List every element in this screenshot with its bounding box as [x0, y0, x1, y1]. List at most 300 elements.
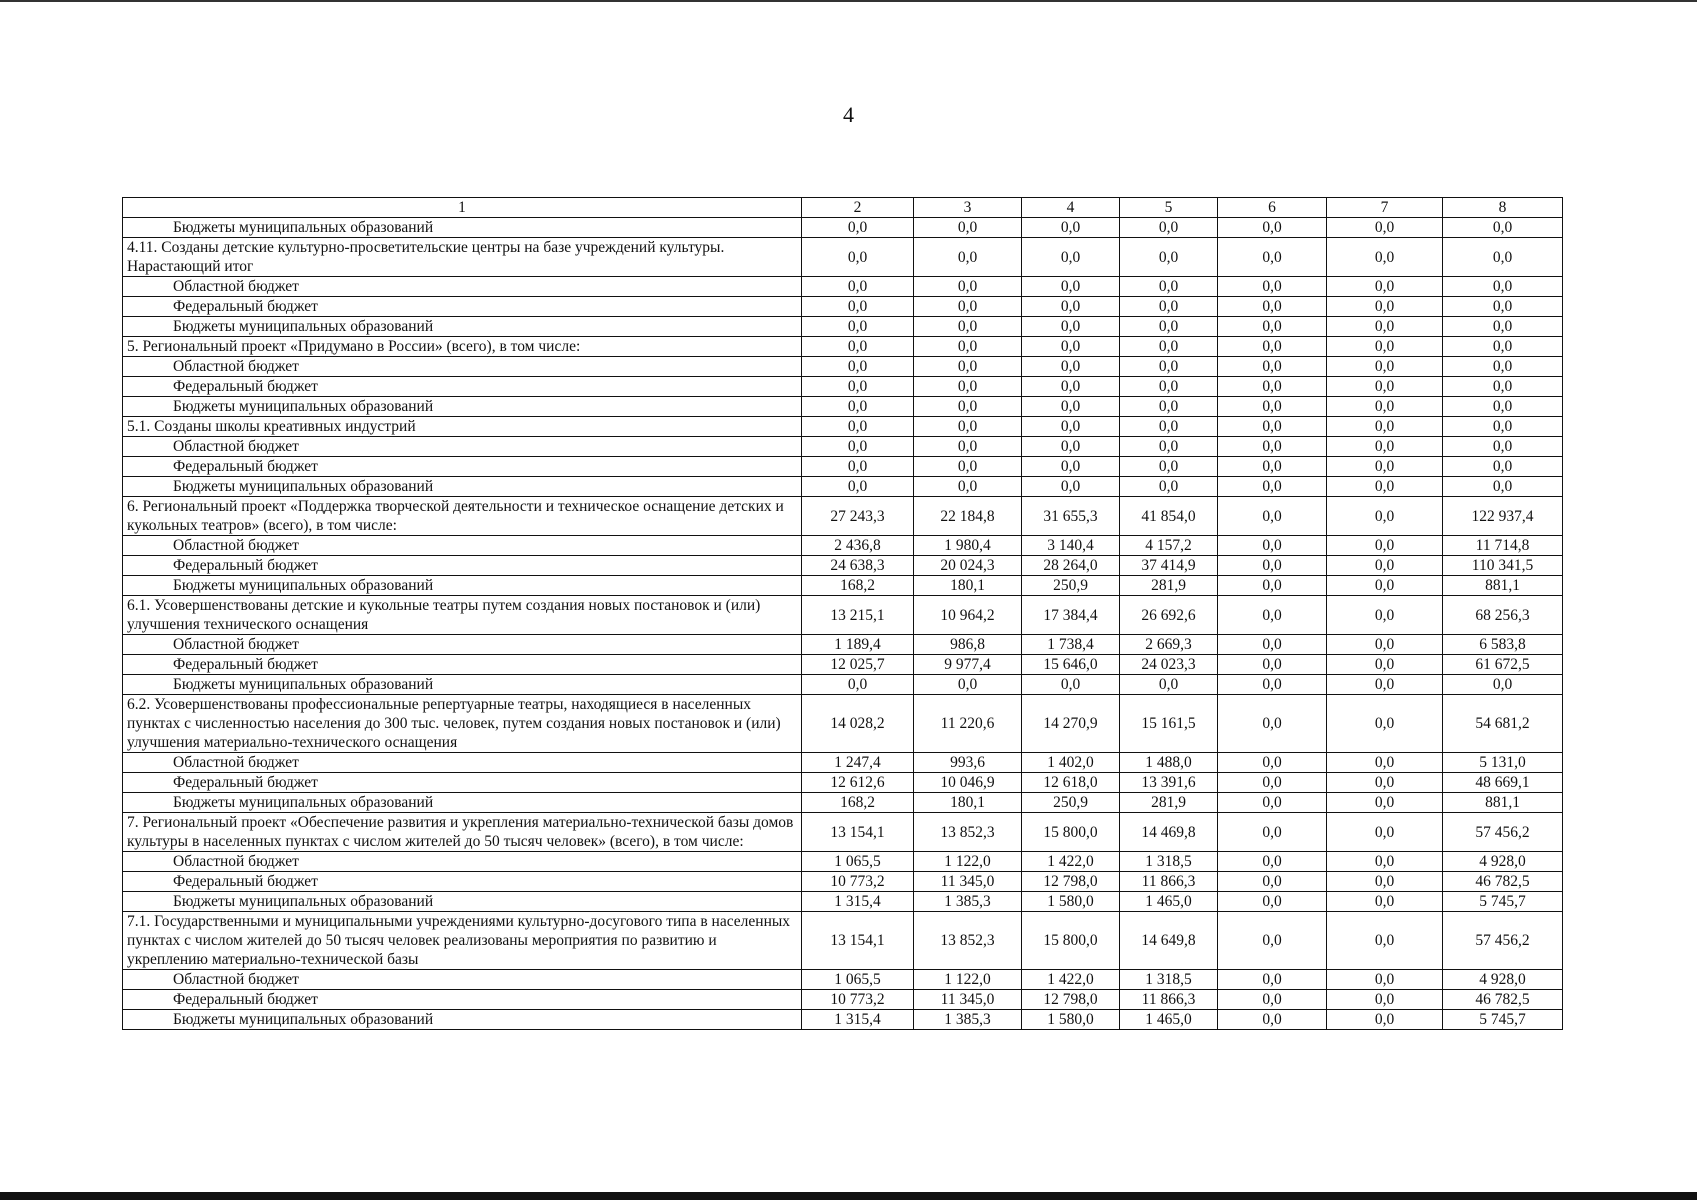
- table-row: [123, 892, 1563, 912]
- value-cell-col3: 0,0: [914, 437, 1022, 457]
- value-cell-col6: 0,0: [1218, 457, 1327, 477]
- value-cell-col8: 46 782,5: [1443, 990, 1563, 1010]
- value-cell-col6: 0,0: [1218, 970, 1327, 990]
- value-cell-col3: 0,0: [914, 357, 1022, 377]
- header-row: [123, 198, 1563, 218]
- table-row: [123, 596, 1563, 635]
- budget-source-label: Федеральный бюджет: [123, 556, 802, 576]
- value-cell-col8: 5 745,7: [1443, 892, 1563, 912]
- table-row: [123, 970, 1563, 990]
- value-cell-col7: 0,0: [1327, 675, 1443, 695]
- value-cell-col5: 0,0: [1120, 337, 1218, 357]
- value-cell-col4: 250,9: [1022, 793, 1120, 813]
- value-cell-col5: 0,0: [1120, 357, 1218, 377]
- value-cell-col7: 0,0: [1327, 536, 1443, 556]
- value-cell-col7: 0,0: [1327, 753, 1443, 773]
- value-cell-col6: 0,0: [1218, 635, 1327, 655]
- scan-bottom-edge: [0, 1192, 1697, 1200]
- value-cell-col2: 2 436,8: [802, 536, 914, 556]
- value-cell-col4: 1 422,0: [1022, 852, 1120, 872]
- value-cell-col2: 0,0: [802, 218, 914, 238]
- table-row: [123, 277, 1563, 297]
- value-cell-col8: 0,0: [1443, 457, 1563, 477]
- value-cell-col6: 0,0: [1218, 437, 1327, 457]
- value-cell-col4: 1 580,0: [1022, 892, 1120, 912]
- value-cell-col8: 54 681,2: [1443, 695, 1563, 753]
- value-cell-col6: 0,0: [1218, 596, 1327, 635]
- value-cell-col6: 0,0: [1218, 377, 1327, 397]
- value-cell-col3: 9 977,4: [914, 655, 1022, 675]
- table-row: [123, 417, 1563, 437]
- value-cell-col4: 0,0: [1022, 377, 1120, 397]
- value-cell-col8: 5 745,7: [1443, 1010, 1563, 1030]
- column-header: 4: [1022, 198, 1120, 218]
- table-row: [123, 1010, 1563, 1030]
- table-row: [123, 852, 1563, 872]
- budget-source-label: Бюджеты муниципальных образований: [123, 576, 802, 596]
- value-cell-col8: 0,0: [1443, 377, 1563, 397]
- value-cell-col2: 0,0: [802, 675, 914, 695]
- budget-table-container: [122, 197, 1562, 1030]
- value-cell-col2: 0,0: [802, 457, 914, 477]
- value-cell-col3: 0,0: [914, 297, 1022, 317]
- value-cell-col6: 0,0: [1218, 417, 1327, 437]
- value-cell-col8: 68 256,3: [1443, 596, 1563, 635]
- value-cell-col2: 0,0: [802, 377, 914, 397]
- value-cell-col4: 0,0: [1022, 277, 1120, 297]
- value-cell-col7: 0,0: [1327, 596, 1443, 635]
- value-cell-col7: 0,0: [1327, 655, 1443, 675]
- value-cell-col8: 48 669,1: [1443, 773, 1563, 793]
- value-cell-col2: 1 065,5: [802, 970, 914, 990]
- value-cell-col5: 0,0: [1120, 218, 1218, 238]
- value-cell-col6: 0,0: [1218, 852, 1327, 872]
- table-row: [123, 457, 1563, 477]
- value-cell-col5: 281,9: [1120, 576, 1218, 596]
- item-label: 6.1. Усовершенствованы детские и кукольные театры путем создания новых постановок и (или) улучшения технического оснащения: [123, 596, 802, 635]
- value-cell-col8: 6 583,8: [1443, 635, 1563, 655]
- value-cell-col7: 0,0: [1327, 437, 1443, 457]
- value-cell-col3: 180,1: [914, 576, 1022, 596]
- value-cell-col7: 0,0: [1327, 457, 1443, 477]
- value-cell-col4: 12 618,0: [1022, 773, 1120, 793]
- value-cell-col5: 11 866,3: [1120, 872, 1218, 892]
- table-row: [123, 872, 1563, 892]
- value-cell-col5: 4 157,2: [1120, 536, 1218, 556]
- value-cell-col2: 1 065,5: [802, 852, 914, 872]
- value-cell-col2: 168,2: [802, 793, 914, 813]
- value-cell-col2: 168,2: [802, 576, 914, 596]
- value-cell-col5: 24 023,3: [1120, 655, 1218, 675]
- value-cell-col8: 0,0: [1443, 357, 1563, 377]
- value-cell-col3: 0,0: [914, 675, 1022, 695]
- value-cell-col8: 57 456,2: [1443, 912, 1563, 970]
- value-cell-col6: 0,0: [1218, 675, 1327, 695]
- value-cell-col3: 11 345,0: [914, 872, 1022, 892]
- table-row: [123, 753, 1563, 773]
- value-cell-col4: 0,0: [1022, 457, 1120, 477]
- value-cell-col3: 0,0: [914, 477, 1022, 497]
- value-cell-col3: 0,0: [914, 457, 1022, 477]
- value-cell-col6: 0,0: [1218, 813, 1327, 852]
- value-cell-col4: 15 800,0: [1022, 912, 1120, 970]
- budget-source-label: Областной бюджет: [123, 635, 802, 655]
- value-cell-col3: 10 046,9: [914, 773, 1022, 793]
- value-cell-col4: 0,0: [1022, 218, 1120, 238]
- column-header: 2: [802, 198, 914, 218]
- value-cell-col7: 0,0: [1327, 317, 1443, 337]
- value-cell-col6: 0,0: [1218, 497, 1327, 536]
- value-cell-col5: 13 391,6: [1120, 773, 1218, 793]
- scan-top-edge: [0, 0, 1697, 2]
- value-cell-col2: 10 773,2: [802, 872, 914, 892]
- value-cell-col3: 0,0: [914, 218, 1022, 238]
- value-cell-col2: 0,0: [802, 437, 914, 457]
- value-cell-col6: 0,0: [1218, 773, 1327, 793]
- table-row: [123, 990, 1563, 1010]
- value-cell-col2: 0,0: [802, 277, 914, 297]
- value-cell-col5: 0,0: [1120, 457, 1218, 477]
- value-cell-col7: 0,0: [1327, 556, 1443, 576]
- value-cell-col4: 0,0: [1022, 238, 1120, 277]
- value-cell-col2: 13 154,1: [802, 813, 914, 852]
- value-cell-col5: 0,0: [1120, 477, 1218, 497]
- value-cell-col5: 11 866,3: [1120, 990, 1218, 1010]
- budget-source-label: Бюджеты муниципальных образований: [123, 1010, 802, 1030]
- budget-table: [122, 197, 1563, 1030]
- value-cell-col3: 0,0: [914, 317, 1022, 337]
- budget-source-label: Областной бюджет: [123, 437, 802, 457]
- value-cell-col5: 0,0: [1120, 317, 1218, 337]
- value-cell-col5: 0,0: [1120, 377, 1218, 397]
- value-cell-col3: 1 122,0: [914, 852, 1022, 872]
- value-cell-col4: 0,0: [1022, 337, 1120, 357]
- value-cell-col5: 14 469,8: [1120, 813, 1218, 852]
- value-cell-col2: 24 638,3: [802, 556, 914, 576]
- value-cell-col2: 0,0: [802, 397, 914, 417]
- value-cell-col7: 0,0: [1327, 277, 1443, 297]
- value-cell-col5: 15 161,5: [1120, 695, 1218, 753]
- value-cell-col4: 1 402,0: [1022, 753, 1120, 773]
- value-cell-col4: 0,0: [1022, 477, 1120, 497]
- value-cell-col5: 0,0: [1120, 277, 1218, 297]
- table-row: [123, 357, 1563, 377]
- budget-source-label: Бюджеты муниципальных образований: [123, 675, 802, 695]
- table-row: [123, 238, 1563, 277]
- budget-source-label: Областной бюджет: [123, 277, 802, 297]
- value-cell-col3: 1 980,4: [914, 536, 1022, 556]
- table-row: [123, 912, 1563, 970]
- value-cell-col2: 10 773,2: [802, 990, 914, 1010]
- table-row: [123, 576, 1563, 596]
- value-cell-col6: 0,0: [1218, 576, 1327, 596]
- value-cell-col3: 0,0: [914, 377, 1022, 397]
- value-cell-col3: 0,0: [914, 238, 1022, 277]
- value-cell-col5: 0,0: [1120, 675, 1218, 695]
- table-body: [123, 218, 1563, 1030]
- value-cell-col4: 1 422,0: [1022, 970, 1120, 990]
- value-cell-col7: 0,0: [1327, 773, 1443, 793]
- budget-source-label: Областной бюджет: [123, 357, 802, 377]
- value-cell-col8: 881,1: [1443, 793, 1563, 813]
- value-cell-col7: 0,0: [1327, 892, 1443, 912]
- value-cell-col6: 0,0: [1218, 695, 1327, 753]
- value-cell-col7: 0,0: [1327, 397, 1443, 417]
- table-row: [123, 497, 1563, 536]
- value-cell-col2: 14 028,2: [802, 695, 914, 753]
- value-cell-col6: 0,0: [1218, 556, 1327, 576]
- value-cell-col6: 0,0: [1218, 655, 1327, 675]
- value-cell-col4: 1 580,0: [1022, 1010, 1120, 1030]
- value-cell-col8: 0,0: [1443, 437, 1563, 457]
- value-cell-col5: 0,0: [1120, 297, 1218, 317]
- value-cell-col3: 180,1: [914, 793, 1022, 813]
- table-row: [123, 635, 1563, 655]
- value-cell-col8: 46 782,5: [1443, 872, 1563, 892]
- column-header: 7: [1327, 198, 1443, 218]
- budget-source-label: Бюджеты муниципальных образований: [123, 793, 802, 813]
- value-cell-col4: 0,0: [1022, 297, 1120, 317]
- value-cell-col5: 0,0: [1120, 397, 1218, 417]
- value-cell-col5: 41 854,0: [1120, 497, 1218, 536]
- value-cell-col6: 0,0: [1218, 477, 1327, 497]
- item-label: 6. Региональный проект «Поддержка творческой деятельности и техническое оснащение детских и кукольных театров» (всего), в том числе:: [123, 497, 802, 536]
- item-label: 6.2. Усовершенствованы профессиональные репертуарные театры, находящиеся в населенных пунктах с численностью населения до 300 тыс. человек, путем создания новых постановок и (или) улучшения материально-технического оснащения: [123, 695, 802, 753]
- value-cell-col4: 12 798,0: [1022, 990, 1120, 1010]
- value-cell-col7: 0,0: [1327, 1010, 1443, 1030]
- value-cell-col3: 10 964,2: [914, 596, 1022, 635]
- value-cell-col7: 0,0: [1327, 695, 1443, 753]
- budget-source-label: Бюджеты муниципальных образований: [123, 477, 802, 497]
- item-label: 7.1. Государственными и муниципальными учреждениями культурно-досугового типа в населенных пунктах с числом жителей до 50 тысяч человек реализованы мероприятия по развитию и укреплению материально-технической базы: [123, 912, 802, 970]
- budget-source-label: Федеральный бюджет: [123, 773, 802, 793]
- value-cell-col3: 22 184,8: [914, 497, 1022, 536]
- value-cell-col8: 0,0: [1443, 277, 1563, 297]
- value-cell-col7: 0,0: [1327, 635, 1443, 655]
- table-row: [123, 793, 1563, 813]
- value-cell-col6: 0,0: [1218, 872, 1327, 892]
- value-cell-col8: 122 937,4: [1443, 497, 1563, 536]
- value-cell-col7: 0,0: [1327, 238, 1443, 277]
- value-cell-col4: 0,0: [1022, 437, 1120, 457]
- value-cell-col7: 0,0: [1327, 970, 1443, 990]
- value-cell-col6: 0,0: [1218, 990, 1327, 1010]
- value-cell-col4: 31 655,3: [1022, 497, 1120, 536]
- value-cell-col2: 13 154,1: [802, 912, 914, 970]
- value-cell-col3: 13 852,3: [914, 912, 1022, 970]
- column-header: 3: [914, 198, 1022, 218]
- value-cell-col6: 0,0: [1218, 297, 1327, 317]
- value-cell-col4: 0,0: [1022, 675, 1120, 695]
- value-cell-col3: 0,0: [914, 417, 1022, 437]
- table-row: [123, 218, 1563, 238]
- value-cell-col2: 0,0: [802, 238, 914, 277]
- value-cell-col4: 250,9: [1022, 576, 1120, 596]
- value-cell-col7: 0,0: [1327, 377, 1443, 397]
- value-cell-col5: 0,0: [1120, 417, 1218, 437]
- value-cell-col7: 0,0: [1327, 337, 1443, 357]
- budget-source-label: Федеральный бюджет: [123, 872, 802, 892]
- table-row: [123, 813, 1563, 852]
- budget-source-label: Федеральный бюджет: [123, 655, 802, 675]
- budget-source-label: Областной бюджет: [123, 970, 802, 990]
- value-cell-col3: 11 345,0: [914, 990, 1022, 1010]
- value-cell-col3: 0,0: [914, 337, 1022, 357]
- value-cell-col4: 15 800,0: [1022, 813, 1120, 852]
- value-cell-col7: 0,0: [1327, 477, 1443, 497]
- table-row: [123, 397, 1563, 417]
- value-cell-col8: 110 341,5: [1443, 556, 1563, 576]
- value-cell-col8: 0,0: [1443, 317, 1563, 337]
- value-cell-col7: 0,0: [1327, 218, 1443, 238]
- value-cell-col3: 986,8: [914, 635, 1022, 655]
- value-cell-col8: 0,0: [1443, 337, 1563, 357]
- value-cell-col8: 57 456,2: [1443, 813, 1563, 852]
- value-cell-col2: 1 189,4: [802, 635, 914, 655]
- value-cell-col3: 0,0: [914, 277, 1022, 297]
- item-label: 5.1. Созданы школы креативных индустрий: [123, 417, 802, 437]
- budget-source-label: Федеральный бюджет: [123, 297, 802, 317]
- value-cell-col6: 0,0: [1218, 793, 1327, 813]
- value-cell-col4: 1 738,4: [1022, 635, 1120, 655]
- table-row: [123, 655, 1563, 675]
- item-label: 7. Региональный проект «Обеспечение развития и укрепления материально-технической базы домов культуры в населенных пунктах с числом жителей до 50 тысяч человек» (всего), в том числе:: [123, 813, 802, 852]
- table-row: [123, 297, 1563, 317]
- column-header: 8: [1443, 198, 1563, 218]
- value-cell-col3: 993,6: [914, 753, 1022, 773]
- value-cell-col3: 1 385,3: [914, 892, 1022, 912]
- value-cell-col3: 1 385,3: [914, 1010, 1022, 1030]
- value-cell-col4: 12 798,0: [1022, 872, 1120, 892]
- value-cell-col8: 0,0: [1443, 297, 1563, 317]
- value-cell-col5: 1 488,0: [1120, 753, 1218, 773]
- budget-source-label: Областной бюджет: [123, 753, 802, 773]
- value-cell-col2: 12 025,7: [802, 655, 914, 675]
- budget-source-label: Областной бюджет: [123, 852, 802, 872]
- value-cell-col3: 20 024,3: [914, 556, 1022, 576]
- value-cell-col5: 0,0: [1120, 238, 1218, 277]
- item-label: 4.11. Созданы детские культурно-просветительские центры на базе учреждений культуры. Нарастающий итог: [123, 238, 802, 277]
- value-cell-col7: 0,0: [1327, 813, 1443, 852]
- value-cell-col6: 0,0: [1218, 912, 1327, 970]
- value-cell-col2: 1 315,4: [802, 1010, 914, 1030]
- item-label: 5. Региональный проект «Придумано в России» (всего), в том числе:: [123, 337, 802, 357]
- value-cell-col8: 4 928,0: [1443, 970, 1563, 990]
- table-row: [123, 337, 1563, 357]
- value-cell-col5: 1 465,0: [1120, 1010, 1218, 1030]
- value-cell-col6: 0,0: [1218, 892, 1327, 912]
- value-cell-col5: 1 465,0: [1120, 892, 1218, 912]
- value-cell-col4: 15 646,0: [1022, 655, 1120, 675]
- value-cell-col2: 0,0: [802, 297, 914, 317]
- budget-source-label: Федеральный бюджет: [123, 990, 802, 1010]
- column-header: 6: [1218, 198, 1327, 218]
- value-cell-col8: 881,1: [1443, 576, 1563, 596]
- value-cell-col4: 0,0: [1022, 417, 1120, 437]
- table-row: [123, 437, 1563, 457]
- value-cell-col6: 0,0: [1218, 397, 1327, 417]
- value-cell-col2: 0,0: [802, 417, 914, 437]
- value-cell-col3: 11 220,6: [914, 695, 1022, 753]
- value-cell-col4: 17 384,4: [1022, 596, 1120, 635]
- value-cell-col8: 0,0: [1443, 397, 1563, 417]
- value-cell-col7: 0,0: [1327, 576, 1443, 596]
- table-row: [123, 556, 1563, 576]
- value-cell-col7: 0,0: [1327, 852, 1443, 872]
- table-row: [123, 377, 1563, 397]
- value-cell-col8: 11 714,8: [1443, 536, 1563, 556]
- value-cell-col5: 26 692,6: [1120, 596, 1218, 635]
- budget-source-label: Бюджеты муниципальных образований: [123, 397, 802, 417]
- value-cell-col5: 281,9: [1120, 793, 1218, 813]
- page-number: 4: [843, 102, 854, 127]
- value-cell-col3: 1 122,0: [914, 970, 1022, 990]
- value-cell-col5: 1 318,5: [1120, 970, 1218, 990]
- value-cell-col2: 1 247,4: [802, 753, 914, 773]
- value-cell-col2: 1 315,4: [802, 892, 914, 912]
- value-cell-col6: 0,0: [1218, 753, 1327, 773]
- value-cell-col8: 0,0: [1443, 477, 1563, 497]
- value-cell-col8: 5 131,0: [1443, 753, 1563, 773]
- value-cell-col2: 12 612,6: [802, 773, 914, 793]
- value-cell-col2: 0,0: [802, 337, 914, 357]
- value-cell-col6: 0,0: [1218, 277, 1327, 297]
- value-cell-col4: 0,0: [1022, 317, 1120, 337]
- table-row: [123, 477, 1563, 497]
- value-cell-col5: 1 318,5: [1120, 852, 1218, 872]
- value-cell-col6: 0,0: [1218, 536, 1327, 556]
- table-row: [123, 773, 1563, 793]
- value-cell-col8: 0,0: [1443, 238, 1563, 277]
- table-row: [123, 695, 1563, 753]
- budget-source-label: Бюджеты муниципальных образований: [123, 218, 802, 238]
- budget-source-label: Федеральный бюджет: [123, 377, 802, 397]
- value-cell-col7: 0,0: [1327, 297, 1443, 317]
- value-cell-col5: 14 649,8: [1120, 912, 1218, 970]
- budget-source-label: Федеральный бюджет: [123, 457, 802, 477]
- value-cell-col4: 0,0: [1022, 397, 1120, 417]
- value-cell-col6: 0,0: [1218, 317, 1327, 337]
- value-cell-col4: 14 270,9: [1022, 695, 1120, 753]
- value-cell-col7: 0,0: [1327, 872, 1443, 892]
- value-cell-col5: 0,0: [1120, 437, 1218, 457]
- value-cell-col8: 0,0: [1443, 218, 1563, 238]
- value-cell-col7: 0,0: [1327, 793, 1443, 813]
- value-cell-col6: 0,0: [1218, 1010, 1327, 1030]
- value-cell-col7: 0,0: [1327, 357, 1443, 377]
- table-row: [123, 536, 1563, 556]
- value-cell-col7: 0,0: [1327, 417, 1443, 437]
- value-cell-col8: 4 928,0: [1443, 852, 1563, 872]
- value-cell-col2: 0,0: [802, 477, 914, 497]
- value-cell-col4: 0,0: [1022, 357, 1120, 377]
- value-cell-col3: 0,0: [914, 397, 1022, 417]
- value-cell-col5: 37 414,9: [1120, 556, 1218, 576]
- table-row: [123, 317, 1563, 337]
- value-cell-col7: 0,0: [1327, 990, 1443, 1010]
- value-cell-col6: 0,0: [1218, 357, 1327, 377]
- value-cell-col6: 0,0: [1218, 337, 1327, 357]
- value-cell-col2: 0,0: [802, 357, 914, 377]
- value-cell-col2: 13 215,1: [802, 596, 914, 635]
- value-cell-col4: 3 140,4: [1022, 536, 1120, 556]
- value-cell-col4: 28 264,0: [1022, 556, 1120, 576]
- column-header: 5: [1120, 198, 1218, 218]
- value-cell-col7: 0,0: [1327, 497, 1443, 536]
- value-cell-col2: 0,0: [802, 317, 914, 337]
- value-cell-col8: 0,0: [1443, 675, 1563, 695]
- value-cell-col6: 0,0: [1218, 238, 1327, 277]
